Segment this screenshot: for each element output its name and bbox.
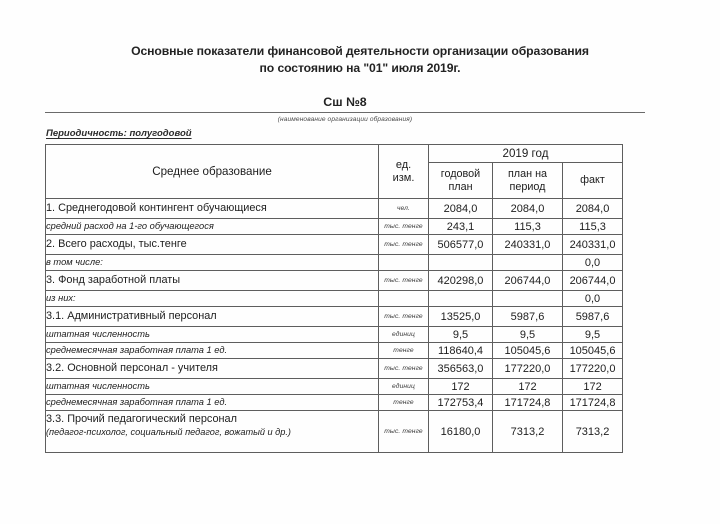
row-unit: единиц [379,379,429,395]
row-label: штатная численность [46,327,379,343]
row-fact: 206744,0 [563,271,623,291]
header-unit-column [379,145,429,199]
header-period-plan-line1: план на [507,168,548,180]
row-label: средний расход на 1-го обучающегося [46,219,379,235]
row-fact: 2084,0 [563,199,623,219]
row-label: 3.1. Административный персонал [46,307,379,327]
row-annual-plan: 2084,0 [429,199,493,219]
table-row [46,271,623,291]
row-unit: чел. [379,199,429,219]
row-fact: 9,5 [563,327,623,343]
table-row [46,343,623,359]
row-label: 3. Фонд заработной платы [46,271,379,291]
row-fact: 0,0 [563,291,623,307]
row-label: среднемесячная заработная плата 1 ед. [46,395,379,411]
row-period-plan: 7313,2 [493,411,563,453]
row-label [46,411,379,453]
header-period-plan [493,163,563,199]
table-row [46,359,623,379]
row-label: 1. Среднегодовой контингент обучающиеся [46,199,379,219]
financial-indicators-table [45,144,623,453]
row-label-primary: 3.3. Прочий педагогический персонал [46,413,237,425]
financial-table-wrapper [45,144,622,453]
header-annual-plan [429,163,493,199]
row-annual-plan [429,255,493,271]
row-fact: 0,0 [563,255,623,271]
table-row [46,411,623,453]
row-period-plan: 2084,0 [493,199,563,219]
row-period-plan: 172 [493,379,563,395]
table-row [46,395,623,411]
row-fact: 105045,6 [563,343,623,359]
row-period-plan: 9,5 [493,327,563,343]
header-fact-line1: факт [580,174,605,187]
header-period-plan-line2: период [509,180,546,193]
row-fact: 7313,2 [563,411,623,453]
table-row [46,327,623,343]
row-unit: тыс. тенге [379,411,429,453]
row-annual-plan [429,291,493,307]
row-unit: тыс. тенге [379,271,429,291]
row-annual-plan: 172 [429,379,493,395]
header-year-group: 2019 год [429,145,623,163]
row-unit [379,255,429,271]
table-row [46,379,623,395]
row-unit: единиц [379,327,429,343]
header-annual-plan-line1: годовой [440,168,481,180]
table-row [46,235,623,255]
row-unit [379,291,429,307]
row-label: 2. Всего расходы, тыс.тенге [46,235,379,255]
row-unit: тыс. тенге [379,359,429,379]
row-fact: 172 [563,379,623,395]
row-period-plan [493,255,563,271]
row-period-plan [493,291,563,307]
row-annual-plan: 9,5 [429,327,493,343]
row-period-plan: 171724,8 [493,395,563,411]
table-header [46,145,623,199]
table-header-row-1 [46,145,623,163]
row-annual-plan: 13525,0 [429,307,493,327]
row-annual-plan: 172753,4 [429,395,493,411]
table-row [46,291,623,307]
row-label: из них: [46,291,379,307]
title-line-1: Основные показатели финансовой деятельности организации образования [131,44,589,58]
row-unit: тыс. тенге [379,219,429,235]
row-label: штатная численность [46,379,379,395]
table-row [46,307,623,327]
row-period-plan: 115,3 [493,219,563,235]
row-period-plan: 177220,0 [493,359,563,379]
row-label: в том числе: [46,255,379,271]
header-fact [563,163,623,199]
header-annual-plan-line2: план [448,180,473,193]
row-unit: тыс. тенге [379,235,429,255]
row-annual-plan: 118640,4 [429,343,493,359]
row-period-plan: 105045,6 [493,343,563,359]
row-fact: 177220,0 [563,359,623,379]
table-row [46,255,623,271]
row-fact: 115,3 [563,219,623,235]
row-unit: тенге [379,343,429,359]
row-label: 3.2. Основной персонал - учителя [46,359,379,379]
row-annual-plan: 356563,0 [429,359,493,379]
row-fact: 240331,0 [563,235,623,255]
row-fact: 5987,6 [563,307,623,327]
table-row [46,199,623,219]
row-label-secondary: (педагог-психолог, социальный педагог, вожатый и др.) [46,427,291,437]
organization-block [45,95,645,125]
row-period-plan: 5987,6 [493,307,563,327]
row-annual-plan: 243,1 [429,219,493,235]
row-period-plan: 240331,0 [493,235,563,255]
row-annual-plan: 506577,0 [429,235,493,255]
row-label: среднемесячная заработная плата 1 ед. [46,343,379,359]
header-unit-line1: ед. [395,158,412,171]
row-unit: тыс. тенге [379,307,429,327]
row-unit: тенге [379,395,429,411]
document-title [60,43,660,76]
row-annual-plan: 420298,0 [429,271,493,291]
periodicity-label: Периодичность: полугодовой [46,128,192,139]
table-row [46,219,623,235]
table-body [46,199,623,453]
row-annual-plan: 16180,0 [429,411,493,453]
header-unit-line2: изм. [392,171,415,184]
organization-caption: (наименование организации образования) [277,116,413,123]
title-line-2: по состоянию на "01" июля 2019г. [259,60,461,75]
organization-name: Сш №8 [323,95,367,109]
header-name-column: Среднее образование [46,145,379,199]
row-period-plan: 206744,0 [493,271,563,291]
row-fact: 171724,8 [563,395,623,411]
